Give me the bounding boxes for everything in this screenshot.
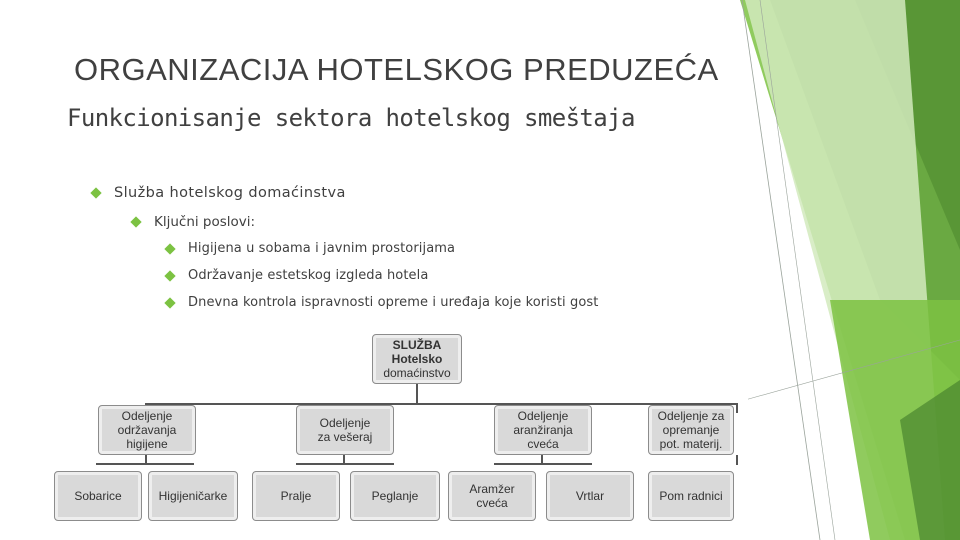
org-root-line3: domaćinstvo <box>383 366 451 380</box>
org-root-line1: SLUŽBA <box>392 338 442 352</box>
org-box-text: Pralje <box>280 489 312 503</box>
org-box-text: Sobarice <box>74 489 122 503</box>
org-box-text: Odeljenje za <box>657 409 725 423</box>
slide-subtitle: Funkcionisanje sektora hotelskog smeštaja <box>67 104 635 132</box>
diamond-bullet-icon <box>90 187 101 198</box>
org-box-text: cveća <box>476 496 508 510</box>
org-chart-image <box>48 326 748 540</box>
org-unit-box <box>54 471 142 521</box>
org-box-text: cveća <box>527 437 559 451</box>
diamond-bullet-icon <box>130 216 141 227</box>
slide-title: ORGANIZACIJA HOTELSKOG PREDUZEĆA <box>74 52 719 87</box>
org-box-text: pot. materij. <box>659 437 723 451</box>
org-unit-box <box>648 471 734 521</box>
org-box-text: Odeljenje <box>319 416 371 430</box>
org-root-box <box>372 334 462 384</box>
org-box-text: za vešeraj <box>317 430 373 444</box>
bullet-level3-text: Dnevna kontrola ispravnosti opreme i uređaja koje koristi gost <box>188 295 599 310</box>
org-unit-box <box>448 471 536 521</box>
org-box-text: Peglanje <box>371 489 419 503</box>
connector-line <box>296 463 394 465</box>
diamond-bullet-icon <box>164 243 175 254</box>
org-department-box <box>648 405 734 455</box>
org-box-text: Pom radnici <box>659 489 723 503</box>
org-unit-box <box>148 471 238 521</box>
connector-line <box>494 463 592 465</box>
bullet-level3-item <box>166 295 598 310</box>
org-unit-box <box>350 471 440 521</box>
org-box-text: Odeljenje <box>121 409 173 423</box>
bullet-level3-item <box>166 241 455 256</box>
connector-line <box>736 403 738 413</box>
bullet-level1 <box>92 185 346 201</box>
org-unit-box <box>252 471 340 521</box>
org-box-text: Vrtlar <box>575 489 605 503</box>
org-department-box <box>494 405 592 455</box>
bullet-level1-text: Služba hotelskog domaćinstva <box>114 185 346 201</box>
bullet-level3-item <box>166 268 428 283</box>
org-unit-box <box>546 471 634 521</box>
org-box-text: Higijeničarke <box>158 489 228 503</box>
bullet-level3-text: Održavanje estetskog izgleda hotela <box>188 268 429 283</box>
org-root-line2: Hotelsko <box>391 352 443 366</box>
diamond-bullet-icon <box>164 297 175 308</box>
org-department-box <box>98 405 196 455</box>
org-box-text: aranžiranja <box>513 423 573 437</box>
connector-line <box>416 382 418 404</box>
connector-line <box>96 463 194 465</box>
org-box-text: Aramžer <box>469 482 515 496</box>
bullet-level3-text: Higijena u sobama i javnim prostorijama <box>188 241 456 256</box>
org-box-text: higijene <box>126 437 168 451</box>
bullet-level2-text: Ključni poslovi: <box>154 214 256 230</box>
bullet-level2 <box>132 214 255 230</box>
diamond-bullet-icon <box>164 270 175 281</box>
org-department-box <box>296 405 394 455</box>
org-box-text: Odeljenje <box>517 409 569 423</box>
org-box-text: opremanje <box>662 423 720 437</box>
connector-line <box>736 455 738 465</box>
org-box-text: održavanja <box>117 423 177 437</box>
